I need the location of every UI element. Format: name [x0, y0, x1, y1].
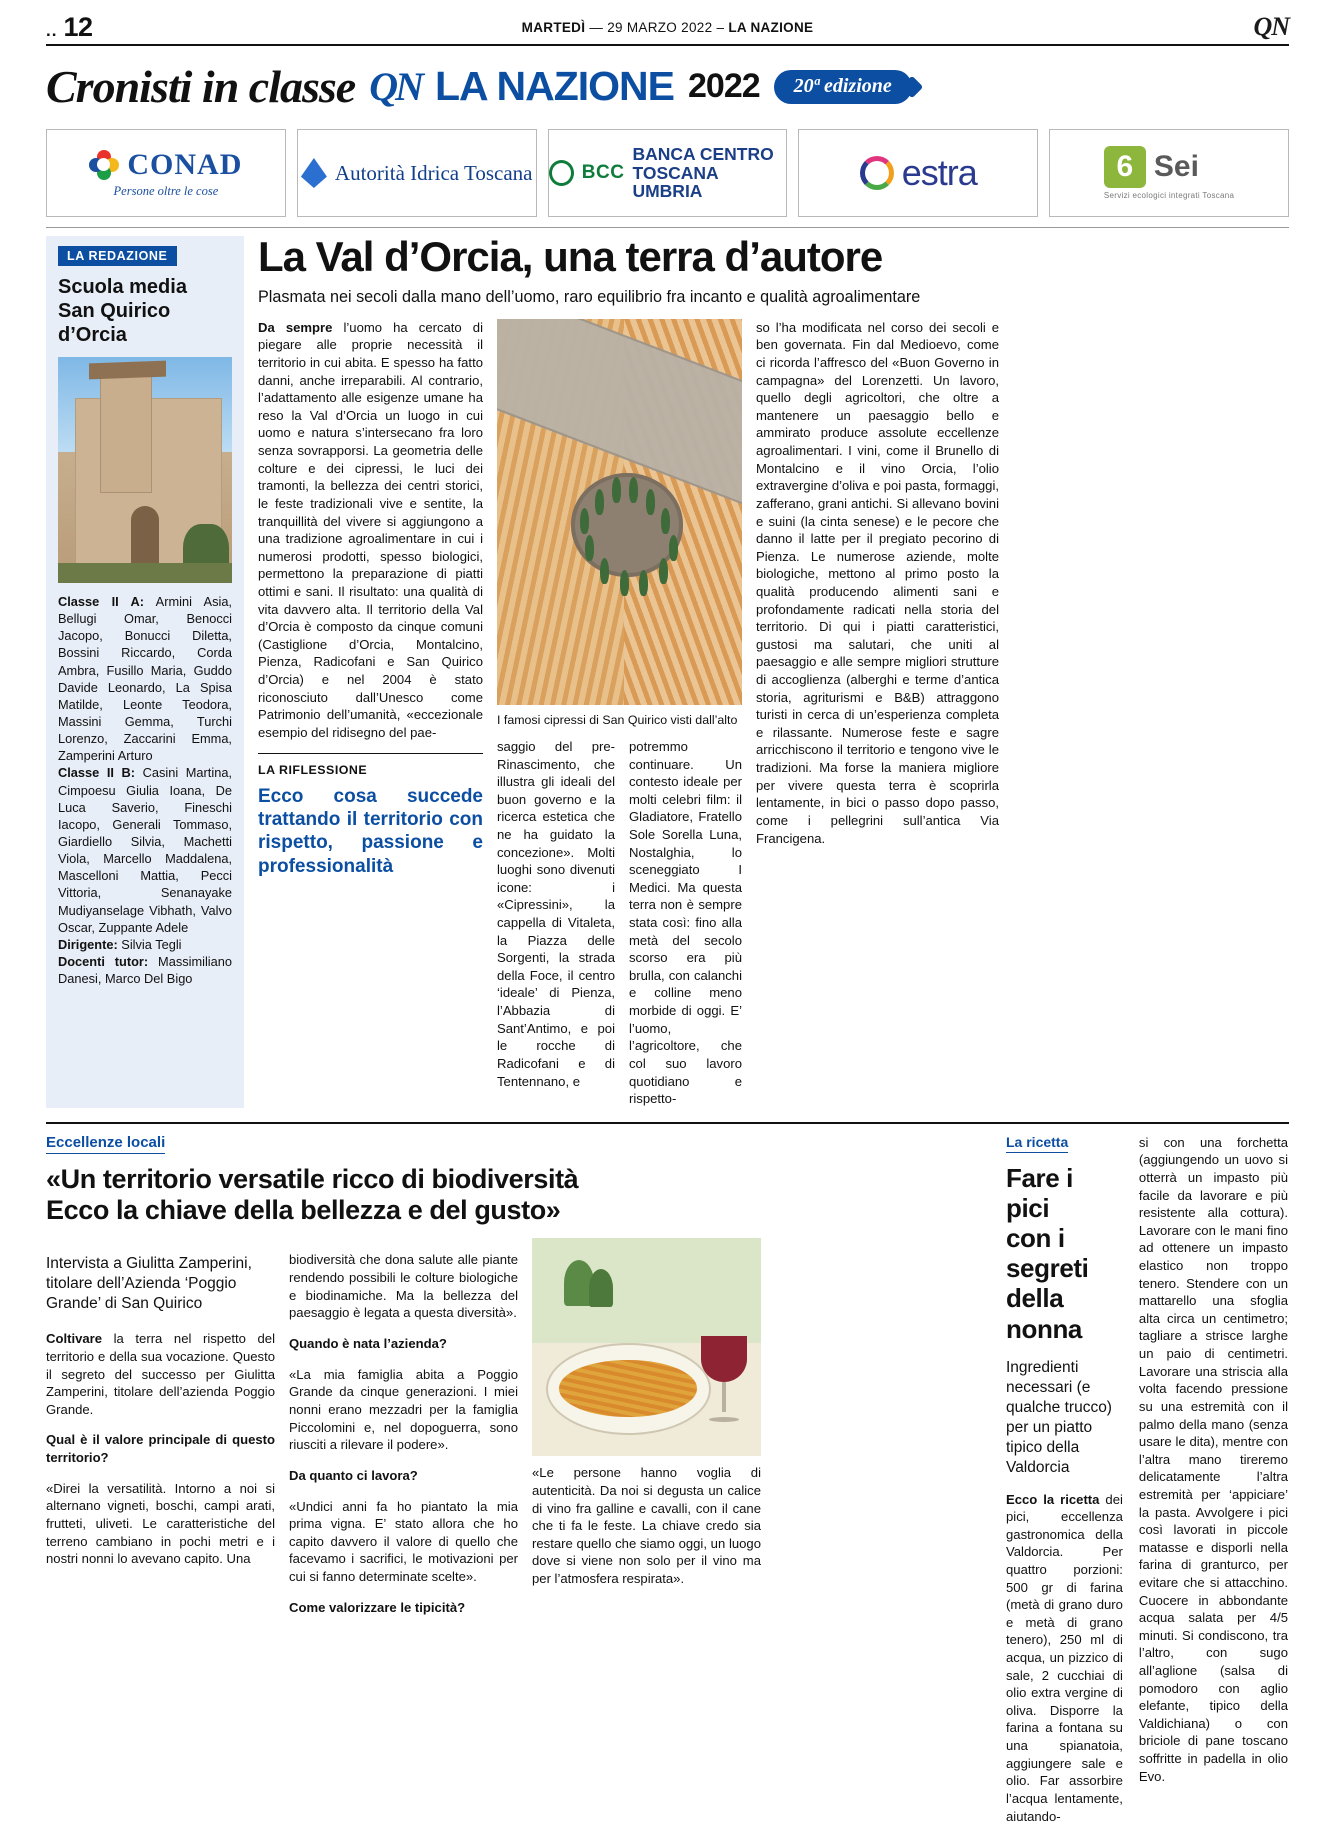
- recipe-body-text: dei pici, eccellenza gastronomica della Valdorcia. Per quattro porzioni: 500 gr di farina (metà di grano duro e metà di grano tenero), 250 ml di acqua, un pizzico di sale, 2 cucchiai di olio extra vergine di oliva. Disporre la farina a fontana su una spianatoia, aggiungere sale e olio. Far assorbire l’acqua lentamente, aiutando-: [1006, 1491, 1123, 1824]
- recipe-column-2: si con una forchetta (aggiungendo un uovo si otterrà un impasto più facile da lavorare e più resistente alla cottura). Lavorare con le mani fino ad ottenere un impasto elastico non troppo tenero. Stendere con un mattarello una sfoglia alta circa un centimetro; tagliare a strisce larghe un paio di centimetri. Lavorare una striscia alla volta facendo pressione su una estremità con il palmo della mano (senza usare le dita), mentre con l’altra mano tireremo delicatamente l’altra estremità per ‘appiciare’ la pasta. Avvolgere i pici così lavorati in piccole matasse e disporli nella farina di granturco, per evitare che si attacchino. Cuocere in abbondante acqua salata per 4/5 minuti. Si condiscono, tra l’altro, con sugo all’aglione (salsa di pomodoro con aglio elefante, tipico della Valdichiana) o con briciole di pane toscano soffritte in padella in olio Evo.: [1138, 1134, 1288, 1784]
- article-col1-text: l’uomo ha cercato di piegare alle proprie necessità il territorio in cui abita. E spesso ha fatto danni, anche irreparabili. Al contrario, l’adattamento alle esigenze umane ha reso la Val d’Orcia un luogo in cui uomo e natura s’intersecano fra loro senza sovrapporsi. La geometria delle colture e dei cipressi, le luci dei tramonti, la bellezza dei centri storici, le feste tradizionali vive e sentite, la tranquillità del vivere si aggiungono a una tradizione agroalimentare in cui i numerosi prodotti, spesso biologici, permettono la preparazione di piatti ottimi e sani. Il risultato: una qualità di vita davvero alta. Il territorio della Val d’Orcia è composto da cinque comuni (Castiglione d’Orcia, Montalcino, Pienza, Radicofani e San Quirico d’Orcia) e nel 2004 è stato riconosciuto dall’Unesco come Patrimonio dell’umanità, «eccezionale esempio del ridisegno del pae-: [258, 319, 483, 740]
- interview-title-line1: «Un territorio versatile ricco di biodiversità: [46, 1163, 579, 1194]
- interview-c1-text: la terra nel rispetto del territorio e della sua vocazione. Questo il segreto del successo per Giulitta Zamperini, titolare dell’azienda Poggio Grande.: [46, 1331, 275, 1417]
- article-lower-columns: [497, 738, 742, 1108]
- conad-flower-icon: [89, 150, 119, 180]
- docenti-label: Docenti tutor:: [58, 953, 149, 969]
- bottom-section: [46, 1134, 1289, 1825]
- redazione-tag: LA REDAZIONE: [58, 246, 177, 266]
- article-column-4: so l’ha modificata nel corso dei secoli e ben governata. Fin dal Medioevo, come ci ricorda l’affresco del «Buon Governo in campagna» del Lorenzetti. Un lavoro, quello degli agricoltori, che oltre a mantenere un paesaggio bello e ammirato produce assolute eccellenze agroalimentari. I vini, come il Brunello di Montalcino e il vino Orcia, l’olio extravergine d’oliva e poi pasta, formaggi, zafferano, grani antichi. Si allevano bovini e suini (la cinta senese) e le pecore che danno il latte per il pregiato pecorino di Pienza. Le numerose aziende, molte biologiche, mettono al primo posto la qualità producendo alimenti sani e profondamente radicati nella storia del territorio. Di qui i piatti caratteristici, gustosi ma salutari, che uniti al paesaggio e alle sempre migliori strutture di accoglienza (alberghi e terme d’antica storia, agriturismi e B&B) attraggono turisti in cerca di un’esperienza completa e rilassante. Numerose feste e sagre arricchiscono il territorio e tengono vive le tradizioni. Ma forse la maniera migliore per vivere questa terra è scoprirla lentamente, in bici o passo dopo passo, come i pellegrini sull’antica Via Francigena.: [756, 319, 999, 846]
- article-center-column: [497, 319, 742, 1108]
- recipe-title: [1006, 1163, 1123, 1344]
- dateline-paper: LA NAZIONE: [728, 19, 814, 35]
- class-b-names: Casini Martina, Cimpoesu Giulia Ioana, De Luca Saverio, Fineschi Iacopo, Generali Tommaso, Giardiello Silvia, Machetti Viola, Marcello Maddalena, Mascelloni Mattia, Pecci Vittoria, Senanayake Mudiyanselage Vibhath, Valvo Oscar, Zuppante Adele: [58, 765, 232, 935]
- masthead: [46, 10, 1289, 46]
- article-lead-bold: Da sempre: [258, 319, 333, 335]
- interview-intro: Intervista a Giulitta Zamperini, titolare dell’Azienda ‘Poggio Grande’ di San Quirico: [46, 1254, 252, 1313]
- interview-question-2: Quando è nata l’azienda?: [289, 1336, 447, 1351]
- interview-title-line2: Ecco la chiave della bellezza e del gusto»: [46, 1195, 561, 1226]
- interview-article: [46, 1134, 990, 1825]
- recipe-body-1: [1006, 1491, 1123, 1825]
- class-a-label: Classe II A:: [58, 594, 145, 609]
- estra-label: estra: [901, 152, 977, 193]
- recipe-subhead: Ingredienti necessari (e qualche trucco) per un piatto tipico della Valdorcia: [1006, 1358, 1112, 1477]
- article-column-2: saggio del pre-Rinascimento, che illustra gli ideali del buon governo e la ricerca estetica che ne ha guidato la concezione». Molti luoghi sono divenuti icone: i «Cipressini», la cappella di Vitaleta, la Piazza delle Sorgenti, la strada della Foce, il centro ‘ideale’ di Pienza, l’Abbazia di Sant’Antimo, e poi le rocche di Radicofani e di Tentennano, e: [497, 738, 615, 1089]
- interview-column-3: [532, 1238, 761, 1629]
- riflessione-quote: Ecco cosa succede trattando il territorio con rispetto, passione e professionalità: [258, 786, 483, 877]
- autorita-idrica-label: Autorità Idrica Toscana: [334, 160, 533, 185]
- recipe-title-line3: della nonna: [1006, 1283, 1082, 1344]
- dateline-date: — 29 MARZO 2022 –: [589, 19, 725, 35]
- pasta-and-wine-illustration: [532, 1238, 761, 1456]
- recipe-title-line1: Fare i pici: [1006, 1162, 1073, 1223]
- main-content: [46, 233, 1289, 1108]
- bcc-sub1: BANCA CENTRO: [632, 144, 774, 165]
- article-columns: [258, 319, 1289, 1108]
- bcc-sub2: TOSCANA UMBRIA: [632, 162, 719, 202]
- conad-tagline: Persone oltre le cose: [113, 183, 219, 198]
- page-number: 12: [63, 11, 93, 42]
- sei-label: Sei: [1153, 150, 1199, 183]
- interview-answer-1: «Direi la versatilità. Intorno a noi si alternano vigneti, boschi, campi arati, frutteti, uliveti. Le caratteristiche del terreno cambiano in pochi metri e i nostri nonni lo avevano capito. Una: [46, 1480, 275, 1567]
- article-subhead: Plasmata nei secoli dalla mano dell’uomo, raro equilibrio fra incanto e qualità agroalimentare: [258, 287, 921, 306]
- main-article: [244, 233, 1289, 1108]
- cronisti-brand-row: [46, 46, 1289, 123]
- class-roster: [58, 593, 232, 987]
- bcc-label: BCC: [581, 162, 625, 183]
- sei-mark-icon: 6: [1104, 146, 1146, 188]
- interview-c1-bold: Coltivare: [46, 1331, 103, 1347]
- interview-columns: [46, 1238, 990, 1629]
- school-name: [58, 275, 232, 347]
- interview-question-4: Come valorizzare le tipicità?: [289, 1599, 466, 1615]
- sponsor-estra[interactable]: [798, 129, 1038, 217]
- sei-tagline: Servizi ecologici integrati Toscana: [1103, 191, 1235, 200]
- estra-mark-icon: [860, 156, 894, 190]
- recipe-kicker: La ricetta: [1006, 1134, 1068, 1153]
- recipe-column-1: [1006, 1134, 1123, 1825]
- class-a-names: Armini Asia, Bellugi Omar, Benocci Jacopo, Bonucci Diletta, Bossini Riccardo, Corda Ambra, Fusillo Maria, Guddo Davide Leonardo, La Spisa Matilde, Leonte Teodora, Massini Gemma, Turchi Lorenzo, Zaccarini Emma, Zamperini Arturo: [58, 594, 232, 764]
- qn-corner-logo: QN: [1253, 12, 1289, 41]
- article-column-3: potremmo continuare. Un contesto ideale per molti celebri film: il Gladiatore, Fratello Sole Sorella Luna, Nostalghia, lo sceneggiato I Medici. Ma questa terra non è sempre stata così: fino alla metà del secolo scorso era più brulla, con calanchi e colline meno morbide di oggi. E’ l’uomo, l’agricoltore, che col suo lavoro quotidiano e rispetto-: [629, 738, 742, 1107]
- top-divider: [46, 227, 1289, 228]
- sponsor-autorita-idrica[interactable]: [297, 129, 537, 217]
- folio-dots: ..: [46, 20, 58, 40]
- dirigente-name: Silvia Tegli: [117, 936, 182, 952]
- class-b-label: Classe II B:: [58, 765, 136, 781]
- edition-year: 2022: [688, 67, 760, 105]
- cronisti-title: Cronisti in classe: [46, 61, 356, 112]
- interview-column-2: [289, 1238, 518, 1629]
- sponsor-conad[interactable]: [46, 129, 286, 217]
- interview-answer-3: «Undici anni fa ho piantato la mia prima vigna. E’ stato allora che ho capito davvero il valore di quello che facevamo i sacrifici, le motivazioni per cui si fanno determinate scelte».: [289, 1498, 518, 1584]
- conad-label: CONAD: [127, 147, 243, 181]
- church-photo: [58, 357, 232, 583]
- la-nazione-logo: LA NAZIONE: [434, 63, 675, 109]
- water-drop-icon: [301, 158, 327, 188]
- interview-c2-text: biodiversità che dona salute alle piante rendendo possibili le colture biologiche e biodinamiche. Ma la bellezza del paesaggio è legata a questa diversità».: [289, 1252, 518, 1321]
- dirigente-label: Dirigente:: [58, 936, 118, 952]
- recipe-title-line2: con i segreti: [1006, 1223, 1089, 1284]
- bcc-mark-icon: [549, 160, 574, 186]
- cypress-illustration: [497, 319, 742, 705]
- edition-badge: 20ª edizione: [774, 70, 912, 104]
- article-column-1: [258, 319, 483, 1108]
- sponsor-row: [46, 129, 1289, 217]
- recipe-body-bold: Ecco la ricetta: [1006, 1491, 1100, 1507]
- interview-question-1: Qual è il valore principale di questo territorio?: [46, 1432, 275, 1466]
- bottom-divider: [46, 1122, 1289, 1124]
- qn-logo: QN: [369, 64, 421, 109]
- riflessione-tag: LA RIFLESSIONE: [258, 753, 483, 779]
- interview-column-1: [46, 1238, 275, 1629]
- docenti-names: Massimiliano Danesi, Marco Del Bigo: [58, 953, 232, 987]
- interview-answer-2: «La mia famiglia abita a Poggio Grande da cinque generazioni. I miei nonni erano mezzadri per la famiglia Piccolomini e, nel dopoguerra, sono riusciti a rilevare il podere».: [289, 1366, 518, 1453]
- interview-c3-text: «Le persone hanno voglia di autenticità. Da noi si degusta un calice di vino fra galline e cavalli, con il cane che ti fa le feste. La chiave credo sia restare quello che siamo oggi, un luogo dove si viene non solo per il vino ma per l’atmosfera respirata».: [532, 1465, 761, 1587]
- redazione-sidebar: [46, 236, 244, 1108]
- interview-title: [46, 1164, 990, 1227]
- school-line2: San Quirico d’Orcia: [58, 300, 171, 346]
- interview-question-3: Da quanto ci lavora?: [289, 1467, 418, 1483]
- dateline-day: MARTEDÌ: [521, 19, 586, 35]
- masthead-dateline: [46, 20, 1289, 35]
- school-line1: Scuola media: [58, 276, 187, 298]
- sponsor-sei[interactable]: [1049, 129, 1289, 217]
- illustration-caption: I famosi cipressi di San Quirico visti dall’alto: [497, 712, 738, 727]
- sponsor-bcc[interactable]: [548, 129, 788, 217]
- interview-kicker: Eccellenze locali: [46, 1134, 165, 1154]
- recipe-article: [1006, 1134, 1288, 1825]
- page-title: La Val d’Orcia, una terra d’autore: [258, 233, 883, 280]
